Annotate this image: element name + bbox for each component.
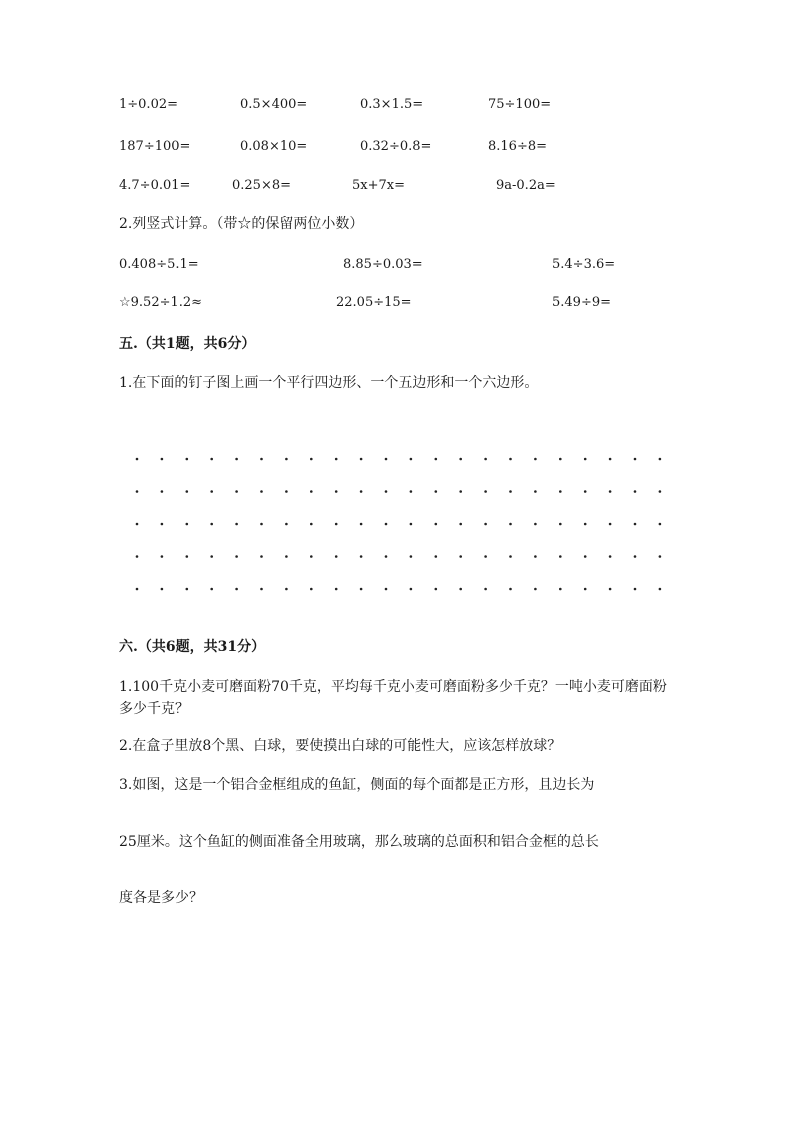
grid-dot (659, 523, 662, 526)
calc-item: 5x+7x= (352, 178, 405, 193)
grid-dot (410, 458, 413, 461)
grid-dot (609, 490, 612, 493)
grid-dot (285, 523, 288, 526)
grid-dot (609, 458, 612, 461)
grid-dot (235, 523, 238, 526)
section-5-question-1: 1.在下面的钉子图上画一个平行四边形、一个五边形和一个六边形。 (119, 375, 539, 391)
grid-dot (161, 523, 164, 526)
grid-dot (509, 490, 512, 493)
grid-dot (559, 458, 562, 461)
grid-dot (534, 588, 537, 591)
grid-dot (435, 490, 438, 493)
grid-dot (435, 523, 438, 526)
grid-dot (285, 458, 288, 461)
grid-dot (634, 523, 637, 526)
grid-dot (584, 458, 587, 461)
grid-dot (285, 588, 288, 591)
grid-dot (335, 588, 338, 591)
calc-item: 5.49÷9= (552, 295, 612, 310)
calc-item: 4.7÷0.01= (119, 178, 191, 193)
grid-dot (659, 588, 662, 591)
grid-dot (410, 523, 413, 526)
calc-item: 0.3×1.5= (360, 97, 424, 112)
grid-dot (186, 523, 189, 526)
grid-dot (534, 490, 537, 493)
calc-item: 8.16÷8= (488, 139, 548, 154)
grid-dot (260, 588, 263, 591)
grid-dot (385, 523, 388, 526)
grid-dot (360, 588, 363, 591)
grid-dot (360, 458, 363, 461)
grid-dot (235, 555, 238, 558)
grid-dot (210, 555, 213, 558)
grid-dot (559, 555, 562, 558)
grid-dot (609, 523, 612, 526)
grid-dot (509, 555, 512, 558)
grid-dot (484, 588, 487, 591)
grid-dot (260, 523, 263, 526)
grid-dot (161, 490, 164, 493)
grid-dot (260, 555, 263, 558)
grid-dot (335, 490, 338, 493)
grid-dot (484, 490, 487, 493)
grid-dot (459, 588, 462, 591)
grid-dot (335, 458, 338, 461)
calc-item: 22.05÷15= (336, 295, 412, 310)
grid-dot (459, 490, 462, 493)
grid-dot (186, 458, 189, 461)
grid-dot (260, 458, 263, 461)
grid-dot (659, 458, 662, 461)
grid-dot (186, 490, 189, 493)
grid-dot (559, 490, 562, 493)
section-6-question-1: 1.100千克小麦可磨面粉70千克，平均每千克小麦可磨面粉多少千克？一吨小麦可磨面粉多少千克？ (119, 679, 667, 717)
calc-item: 0.32÷0.8= (360, 139, 432, 154)
grid-dot (161, 555, 164, 558)
grid-dot (260, 490, 263, 493)
grid-dot (136, 490, 139, 493)
section-5-heading: 五.（共1题，共6分） (119, 336, 256, 352)
grid-dot (509, 458, 512, 461)
grid-dot (310, 523, 313, 526)
grid-dot (360, 523, 363, 526)
grid-dot (310, 458, 313, 461)
grid-dot (509, 523, 512, 526)
calc-item: 5.4÷3.6= (552, 257, 616, 272)
question-2-title: 2.列竖式计算。（带☆的保留两位小数） (119, 216, 364, 232)
grid-dot (161, 458, 164, 461)
grid-dot (410, 555, 413, 558)
calc-item: 9a-0.2a= (496, 178, 556, 193)
grid-dot (335, 523, 338, 526)
grid-dot (410, 588, 413, 591)
calc-item: 75÷100= (488, 97, 552, 112)
calc-item: 187÷100= (119, 139, 191, 154)
grid-dot (459, 523, 462, 526)
grid-dot (186, 555, 189, 558)
grid-dot (609, 555, 612, 558)
grid-dot (484, 555, 487, 558)
grid-dot (509, 588, 512, 591)
grid-dot (235, 490, 238, 493)
grid-dot (459, 458, 462, 461)
grid-dot (435, 588, 438, 591)
nail-board-dot-grid (128, 450, 668, 600)
section-6-question-3-line-1: 3.如图，这是一个铝合金框组成的鱼缸，侧面的每个面都是正方形，且边长为 (119, 777, 595, 793)
grid-dot (534, 458, 537, 461)
grid-dot (659, 555, 662, 558)
grid-dot (435, 555, 438, 558)
grid-dot (484, 523, 487, 526)
grid-dot (634, 458, 637, 461)
grid-dot (210, 490, 213, 493)
grid-dot (559, 523, 562, 526)
grid-dot (136, 523, 139, 526)
grid-dot (484, 458, 487, 461)
grid-dot (385, 588, 388, 591)
grid-dot (210, 458, 213, 461)
grid-dot (410, 490, 413, 493)
calc-item: ☆9.52÷1.2≈ (119, 295, 203, 310)
grid-dot (634, 490, 637, 493)
grid-dot (584, 588, 587, 591)
grid-dot (634, 555, 637, 558)
calc-item: 0.408÷5.1= (119, 257, 199, 272)
grid-dot (136, 555, 139, 558)
grid-dot (210, 523, 213, 526)
section-6-heading: 六.（共6题，共31分） (119, 639, 266, 655)
calc-item: 0.5×400= (240, 97, 308, 112)
grid-dot (459, 555, 462, 558)
grid-dot (310, 588, 313, 591)
grid-dot (559, 588, 562, 591)
grid-dot (285, 490, 288, 493)
grid-dot (285, 555, 288, 558)
section-6-question-2: 2.在盒子里放8个黑、白球，要使摸出白球的可能性大，应该怎样放球？ (119, 738, 562, 754)
grid-dot (385, 555, 388, 558)
grid-dot (210, 588, 213, 591)
grid-dot (584, 555, 587, 558)
grid-dot (360, 490, 363, 493)
calc-item: 0.08×10= (240, 139, 308, 154)
grid-dot (609, 588, 612, 591)
grid-dot (584, 490, 587, 493)
grid-dot (435, 458, 438, 461)
grid-dot (385, 458, 388, 461)
grid-dot (310, 555, 313, 558)
grid-dot (235, 458, 238, 461)
calc-item: 1÷0.02= (119, 97, 179, 112)
grid-dot (360, 555, 363, 558)
grid-dot (136, 458, 139, 461)
grid-dot (136, 588, 139, 591)
grid-dot (634, 588, 637, 591)
calc-item: 0.25×8= (232, 178, 292, 193)
calc-item: 8.85÷0.03= (343, 257, 423, 272)
grid-dot (335, 555, 338, 558)
grid-dot (534, 523, 537, 526)
grid-dot (310, 490, 313, 493)
grid-dot (534, 555, 537, 558)
section-6-question-3-line-2: 25厘米。这个鱼缸的侧面准备全用玻璃，那么玻璃的总面积和铝合金框的总长 (119, 834, 599, 850)
grid-dot (235, 588, 238, 591)
grid-dot (161, 588, 164, 591)
grid-dot (385, 490, 388, 493)
grid-dot (186, 588, 189, 591)
grid-dot (659, 490, 662, 493)
grid-dot (584, 523, 587, 526)
section-6-question-3-line-3: 度各是多少？ (119, 890, 203, 906)
